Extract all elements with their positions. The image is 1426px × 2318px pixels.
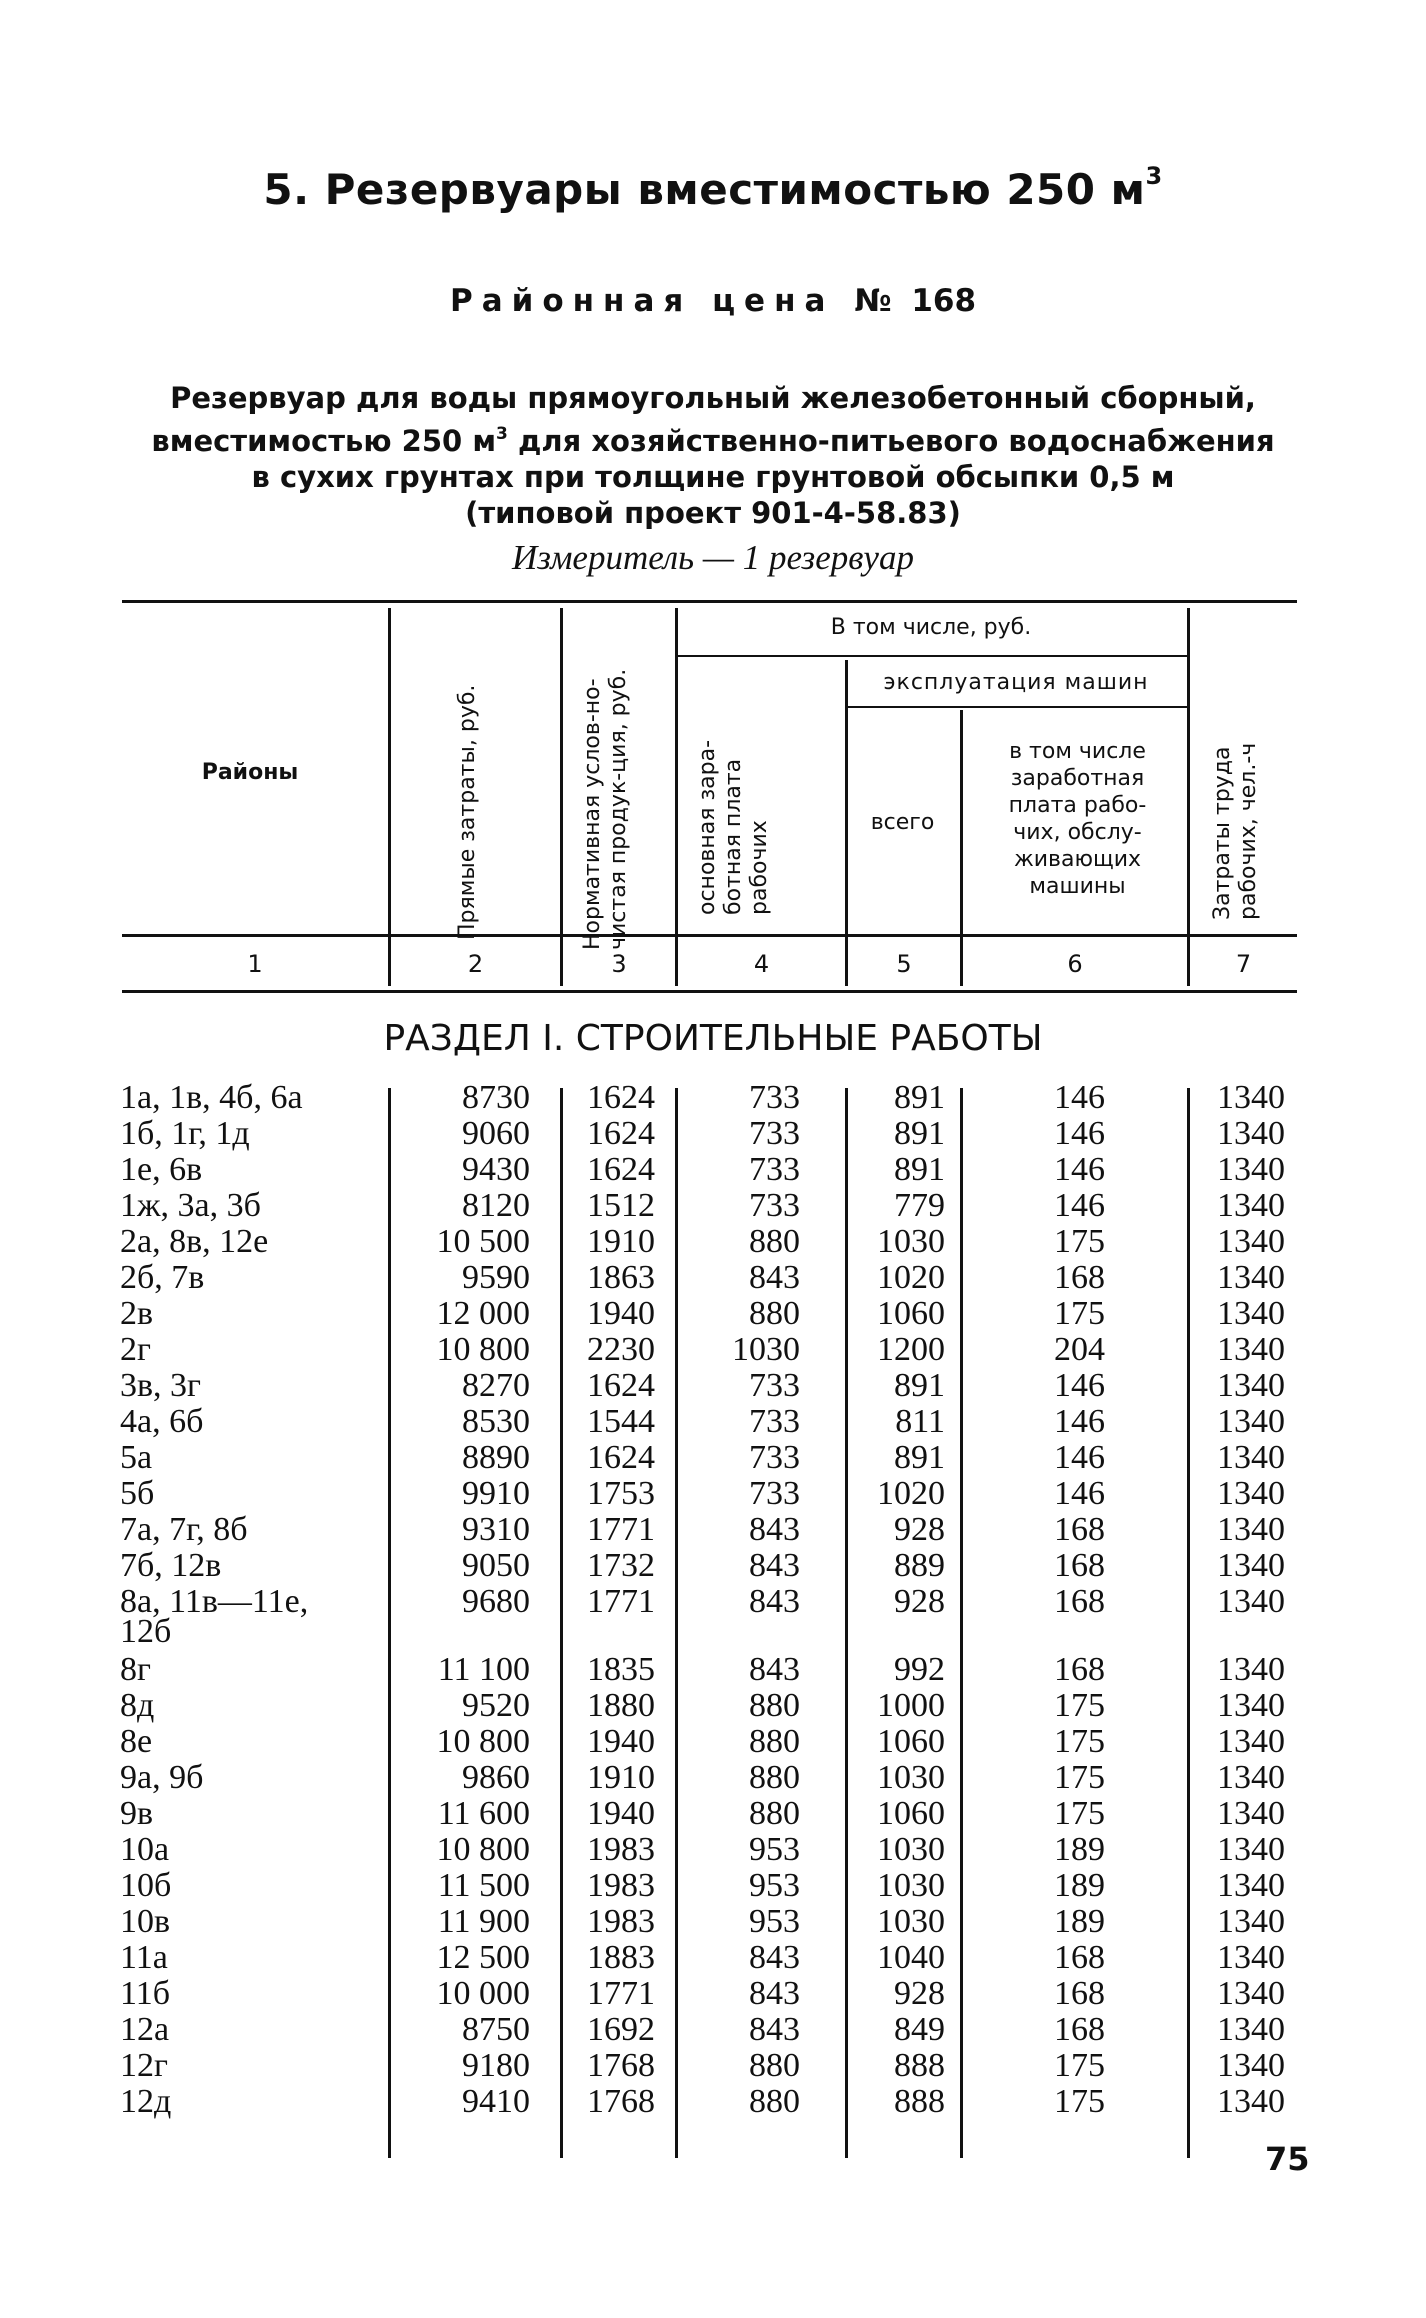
cell-machine-wages: 168 (1054, 1939, 1105, 1976)
cell-region: 7б, 12в (120, 1547, 222, 1584)
cell-region: 9в (120, 1795, 154, 1832)
cell-labor-hours: 1340 (1217, 1259, 1285, 1296)
cell-region: 5б (120, 1475, 155, 1512)
cell-machine-wages: 146 (1054, 1115, 1105, 1152)
header-col-labor: Затраты труда рабочих, чел.-ч (1210, 742, 1261, 920)
cell-region: 2б, 7в (120, 1259, 205, 1296)
description: Резервуар для воды прямоугольный железобетонный сборный, вместимостью 250 $м^3$ для хозяйственно-питьевого водоснабжения в сухих грунтах при толщине грунтовой обсыпки 0,5 м (типовой проект 901-4-58.83) (151, 381, 1275, 530)
cell-machine-wages: 146 (1054, 1475, 1105, 1512)
table-row (0, 1868, 1426, 1904)
unit-of-measure: Измеритель — 1 резервуар (512, 538, 914, 577)
cell-machines-total: 1030 (877, 1903, 945, 1940)
col-number-1: 1 (247, 950, 263, 978)
col-number-6: 6 (1067, 950, 1083, 978)
cell-labor-hours: 1340 (1217, 1687, 1285, 1724)
cell-machines-total: 891 (894, 1151, 945, 1188)
cell-machines-total: 888 (894, 2083, 945, 2120)
cell-normative-product: 1983 (587, 1867, 655, 1904)
cell-base-wages: 953 (749, 1867, 800, 1904)
header-col-base-wages: основная зара-ботная плата рабочих (695, 739, 772, 915)
divider-1 (388, 608, 391, 986)
header-col-regions: Районы (201, 760, 299, 785)
table-row (0, 1548, 1426, 1584)
cell-normative-product: 1910 (587, 1759, 655, 1796)
cell-machine-wages: 146 (1054, 1151, 1105, 1188)
cell-machines-total: 1030 (877, 1831, 945, 1868)
table-row (0, 1940, 1426, 1976)
cell-normative-product: 1771 (587, 1511, 655, 1548)
cell-labor-hours: 1340 (1217, 1831, 1285, 1868)
cell-normative-product: 1624 (587, 1367, 655, 1404)
cell-direct-costs: 9860 (462, 1759, 530, 1796)
cell-normative-product: 1983 (587, 1831, 655, 1868)
cell-machines-total: 928 (894, 1511, 945, 1548)
cell-machines-total: 779 (894, 1187, 945, 1224)
cell-normative-product: 1692 (587, 2011, 655, 2048)
cell-base-wages: 843 (749, 1939, 800, 1976)
page-number: 75 (1265, 2140, 1310, 2178)
cell-direct-costs: 9050 (462, 1547, 530, 1584)
cell-direct-costs: 10 800 (436, 1723, 530, 1760)
cell-region: 9а, 9б (120, 1759, 204, 1796)
cell-machines-total: 891 (894, 1079, 945, 1116)
cell-direct-costs: 9180 (462, 2047, 530, 2084)
header-group-in-that-number: В том числе, руб. (830, 615, 1032, 640)
cell-machines-total: 1060 (877, 1795, 945, 1832)
cell-region: 7а, 7г, 8б (120, 1511, 248, 1548)
cell-region: 1а, 1в, 4б, 6а (120, 1079, 303, 1116)
cell-region: 12б (120, 1613, 172, 1650)
cell-labor-hours: 1340 (1217, 1403, 1285, 1440)
cell-labor-hours: 1340 (1217, 1511, 1285, 1548)
cell-machine-wages: 168 (1054, 1259, 1105, 1296)
cell-labor-hours: 1340 (1217, 1903, 1285, 1940)
table-header-bottom-rule (122, 934, 1297, 937)
cell-region: 12д (120, 2083, 172, 2120)
cell-machines-total: 1020 (877, 1475, 945, 1512)
cell-labor-hours: 1340 (1217, 1759, 1285, 1796)
cell-direct-costs: 9310 (462, 1511, 530, 1548)
cell-normative-product: 1940 (587, 1795, 655, 1832)
table-row (0, 1296, 1426, 1332)
cell-normative-product: 1624 (587, 1115, 655, 1152)
table-row (0, 1440, 1426, 1476)
cell-machine-wages: 146 (1054, 1403, 1105, 1440)
cell-normative-product: 1880 (587, 1687, 655, 1724)
cell-base-wages: 733 (749, 1403, 800, 1440)
cell-normative-product: 1624 (587, 1439, 655, 1476)
cell-region: 10б (120, 1867, 172, 1904)
cell-region: 11б (120, 1975, 171, 2012)
table-row (0, 2084, 1426, 2120)
cell-base-wages: 733 (749, 1439, 800, 1476)
cell-machine-wages: 175 (1054, 1295, 1105, 1332)
cell-machines-total: 928 (894, 1975, 945, 2012)
cell-base-wages: 843 (749, 1511, 800, 1548)
cell-base-wages: 733 (749, 1187, 800, 1224)
cell-direct-costs: 9430 (462, 1151, 530, 1188)
cell-direct-costs: 9590 (462, 1259, 530, 1296)
cell-machines-total: 1040 (877, 1939, 945, 1976)
divider-6 (1187, 608, 1190, 986)
machines-rule (845, 706, 1187, 708)
table-top-rule (122, 600, 1297, 603)
cell-region: 10а (120, 1831, 170, 1868)
cell-base-wages: 953 (749, 1831, 800, 1868)
cell-labor-hours: 1340 (1217, 2083, 1285, 2120)
cell-machine-wages: 189 (1054, 1831, 1105, 1868)
cell-machine-wages: 146 (1054, 1187, 1105, 1224)
cell-base-wages: 953 (749, 1903, 800, 1940)
cell-base-wages: 843 (749, 1651, 800, 1688)
col-number-7: 7 (1235, 950, 1252, 978)
cell-direct-costs: 8120 (462, 1187, 530, 1224)
cell-base-wages: 733 (749, 1367, 800, 1404)
cell-normative-product: 1624 (587, 1151, 655, 1188)
table-row (0, 1512, 1426, 1548)
cell-direct-costs: 8530 (462, 1403, 530, 1440)
cell-machines-total: 928 (894, 1583, 945, 1620)
table-row (0, 2048, 1426, 2084)
table-row (0, 1796, 1426, 1832)
cell-base-wages: 880 (749, 1723, 800, 1760)
cell-normative-product: 1940 (587, 1723, 655, 1760)
cell-machines-total: 888 (894, 2047, 945, 2084)
cell-normative-product: 1753 (587, 1475, 655, 1512)
cell-normative-product: 1883 (587, 1939, 655, 1976)
divider-3 (675, 608, 678, 986)
cell-normative-product: 1835 (587, 1651, 655, 1688)
cell-normative-product: 1863 (587, 1259, 655, 1296)
header-col-machine-wages: в том числе заработная плата рабо-чих, обслу-живающих машины (1008, 739, 1147, 899)
table-row (0, 1904, 1426, 1940)
cell-normative-product: 2230 (587, 1331, 655, 1368)
cell-machine-wages: 175 (1054, 1759, 1105, 1796)
cell-direct-costs: 8750 (462, 2011, 530, 2048)
cell-machine-wages: 146 (1054, 1439, 1105, 1476)
cell-base-wages: 1030 (732, 1331, 800, 1368)
cell-base-wages: 880 (749, 1795, 800, 1832)
cell-machine-wages: 168 (1054, 1651, 1105, 1688)
cell-direct-costs: 8890 (462, 1439, 530, 1476)
col-number-3: 3 (611, 950, 627, 978)
table-row (0, 1476, 1426, 1512)
table-row (0, 1688, 1426, 1724)
cell-base-wages: 733 (749, 1475, 800, 1512)
cell-machines-total: 1020 (877, 1259, 945, 1296)
table-row (0, 1188, 1426, 1224)
cell-region: 10в (120, 1903, 171, 1940)
cell-normative-product: 1732 (587, 1547, 655, 1584)
table-row (0, 1614, 1426, 1650)
cell-normative-product: 1910 (587, 1223, 655, 1260)
cell-labor-hours: 1340 (1217, 2011, 1285, 2048)
cell-base-wages: 880 (749, 1759, 800, 1796)
cell-labor-hours: 1340 (1217, 1583, 1285, 1620)
cell-region: 8д (120, 1687, 155, 1724)
cell-region: 2а, 8в, 12е (120, 1223, 269, 1260)
cell-machines-total: 1060 (877, 1723, 945, 1760)
table-row (0, 1152, 1426, 1188)
table-row (0, 1724, 1426, 1760)
cell-direct-costs: 9910 (462, 1475, 530, 1512)
cell-region: 2г (120, 1331, 151, 1368)
cell-machine-wages: 146 (1054, 1079, 1105, 1116)
header-col-normative-product: Нормативная услов-но-чистая продук-ция, руб. (580, 668, 631, 950)
table-row (0, 1368, 1426, 1404)
cell-normative-product: 1624 (587, 1079, 655, 1116)
cell-region: 8е (120, 1723, 153, 1760)
cell-region: 12а (120, 2011, 170, 2048)
cell-labor-hours: 1340 (1217, 1187, 1285, 1224)
cell-machines-total: 891 (894, 1439, 945, 1476)
cell-normative-product: 1771 (587, 1975, 655, 2012)
header-col-direct-costs: Прямые затраты, руб. (455, 684, 480, 940)
cell-normative-product: 1544 (587, 1403, 655, 1440)
cell-region: 2в (120, 1295, 154, 1332)
cell-machines-total: 1030 (877, 1223, 945, 1260)
cell-machines-total: 1030 (877, 1867, 945, 1904)
table-row (0, 1760, 1426, 1796)
cell-base-wages: 880 (749, 2083, 800, 2120)
cell-region: 11а (120, 1939, 168, 1976)
price-label: Районная цена № 168 (449, 283, 977, 319)
cell-direct-costs: 11 600 (437, 1795, 530, 1832)
cell-region: 8г (120, 1651, 151, 1688)
cell-normative-product: 1771 (587, 1583, 655, 1620)
cell-base-wages: 880 (749, 1687, 800, 1724)
cell-base-wages: 733 (749, 1079, 800, 1116)
cell-direct-costs: 9410 (462, 2083, 530, 2120)
cell-direct-costs: 11 100 (437, 1651, 530, 1688)
table-row (0, 1652, 1426, 1688)
cell-normative-product: 1983 (587, 1903, 655, 1940)
cell-base-wages: 843 (749, 1547, 800, 1584)
cell-base-wages: 880 (749, 1295, 800, 1332)
table-row (0, 1332, 1426, 1368)
cell-labor-hours: 1340 (1217, 1331, 1285, 1368)
cell-direct-costs: 10 000 (436, 1975, 530, 2012)
cell-base-wages: 843 (749, 1583, 800, 1620)
cell-base-wages: 843 (749, 1259, 800, 1296)
cell-machine-wages: 189 (1054, 1903, 1105, 1940)
cell-machine-wages: 204 (1054, 1331, 1105, 1368)
cell-machine-wages: 175 (1054, 1795, 1105, 1832)
col-number-5: 5 (896, 950, 912, 978)
cell-labor-hours: 1340 (1217, 1475, 1285, 1512)
cell-base-wages: 880 (749, 2047, 800, 2084)
header-col-total: всего (870, 810, 935, 835)
cell-region: 3в, 3г (120, 1367, 201, 1404)
cell-direct-costs: 12 500 (436, 1939, 530, 1976)
cell-machines-total: 1200 (877, 1331, 945, 1368)
cell-normative-product: 1768 (587, 2083, 655, 2120)
cell-direct-costs: 11 900 (437, 1903, 530, 1940)
cell-labor-hours: 1340 (1217, 1651, 1285, 1688)
cell-machine-wages: 168 (1054, 1975, 1105, 2012)
table-row (0, 1080, 1426, 1116)
cell-machines-total: 1000 (877, 1687, 945, 1724)
cell-direct-costs: 11 500 (437, 1867, 530, 1904)
table-row (0, 1224, 1426, 1260)
cell-base-wages: 843 (749, 2011, 800, 2048)
table-row (0, 1832, 1426, 1868)
cell-machines-total: 1030 (877, 1759, 945, 1796)
cell-direct-costs: 10 500 (436, 1223, 530, 1260)
cell-machine-wages: 175 (1054, 1687, 1105, 1724)
cell-machine-wages: 175 (1054, 1223, 1105, 1260)
cell-base-wages: 733 (749, 1151, 800, 1188)
cell-machine-wages: 189 (1054, 1867, 1105, 1904)
cell-machine-wages: 175 (1054, 2047, 1105, 2084)
cell-normative-product: 1512 (587, 1187, 655, 1224)
cell-labor-hours: 1340 (1217, 2047, 1285, 2084)
cell-labor-hours: 1340 (1217, 1439, 1285, 1476)
cell-direct-costs: 10 800 (436, 1331, 530, 1368)
cell-normative-product: 1768 (587, 2047, 655, 2084)
cell-direct-costs: 8270 (462, 1367, 530, 1404)
cell-region: 1б, 1г, 1д (120, 1115, 250, 1152)
cell-labor-hours: 1340 (1217, 1367, 1285, 1404)
cell-base-wages: 843 (749, 1975, 800, 2012)
header-machines: эксплуатация машин (883, 670, 1149, 695)
cell-direct-costs: 8730 (462, 1079, 530, 1116)
col-number-4: 4 (753, 950, 770, 978)
cell-labor-hours: 1340 (1217, 1547, 1285, 1584)
cell-labor-hours: 1340 (1217, 1115, 1285, 1152)
cell-labor-hours: 1340 (1217, 1151, 1285, 1188)
cell-direct-costs: 10 800 (436, 1831, 530, 1868)
cell-direct-costs: 9520 (462, 1687, 530, 1724)
table-row (0, 1260, 1426, 1296)
cell-machine-wages: 168 (1054, 1547, 1105, 1584)
table-numbers-bottom-rule (122, 990, 1297, 993)
cell-labor-hours: 1340 (1217, 1867, 1285, 1904)
divider-5 (960, 710, 963, 986)
cell-machines-total: 1060 (877, 1295, 945, 1332)
cell-machines-total: 891 (894, 1115, 945, 1152)
cell-labor-hours: 1340 (1217, 1295, 1285, 1332)
cell-direct-costs: 12 000 (436, 1295, 530, 1332)
cell-region: 8а, 11в—11е, (120, 1583, 309, 1620)
cell-machine-wages: 175 (1054, 1723, 1105, 1760)
cell-labor-hours: 1340 (1217, 1723, 1285, 1760)
cell-labor-hours: 1340 (1217, 1939, 1285, 1976)
table-row (0, 1404, 1426, 1440)
cell-labor-hours: 1340 (1217, 1975, 1285, 2012)
cell-machine-wages: 168 (1054, 1511, 1105, 1548)
cell-machine-wages: 168 (1054, 2011, 1105, 2048)
page-title: 5. Резервуары вместимостью 250 $м^3$ (263, 162, 1163, 214)
cell-machines-total: 992 (894, 1651, 945, 1688)
cell-region: 4а, 6б (120, 1403, 204, 1440)
cell-machine-wages: 175 (1054, 2083, 1105, 2120)
section-title: РАЗДЕЛ I. СТРОИТЕЛЬНЫЕ РАБОТЫ (383, 1018, 1043, 1059)
cell-direct-costs: 9060 (462, 1115, 530, 1152)
col-number-2: 2 (467, 950, 484, 978)
cell-labor-hours: 1340 (1217, 1079, 1285, 1116)
cell-base-wages: 880 (749, 1223, 800, 1260)
table-row (0, 2012, 1426, 2048)
cell-region: 1ж, 3а, 3б (120, 1187, 261, 1224)
table-row (0, 1116, 1426, 1152)
cell-machines-total: 891 (894, 1367, 945, 1404)
cell-direct-costs: 9680 (462, 1583, 530, 1620)
cell-machines-total: 889 (894, 1547, 945, 1584)
cell-region: 12г (120, 2047, 168, 2084)
cell-normative-product: 1940 (587, 1295, 655, 1332)
cell-base-wages: 733 (749, 1115, 800, 1152)
cell-region: 1е, 6в (120, 1151, 203, 1188)
cell-machine-wages: 146 (1054, 1367, 1105, 1404)
cell-machine-wages: 168 (1054, 1583, 1105, 1620)
divider-2 (560, 608, 563, 986)
cell-machines-total: 849 (894, 2011, 945, 2048)
cell-region: 5а (120, 1439, 153, 1476)
table-row (0, 1976, 1426, 2012)
group-rule (675, 655, 1187, 657)
cell-machines-total: 811 (895, 1403, 945, 1440)
cell-labor-hours: 1340 (1217, 1795, 1285, 1832)
cell-labor-hours: 1340 (1217, 1223, 1285, 1260)
